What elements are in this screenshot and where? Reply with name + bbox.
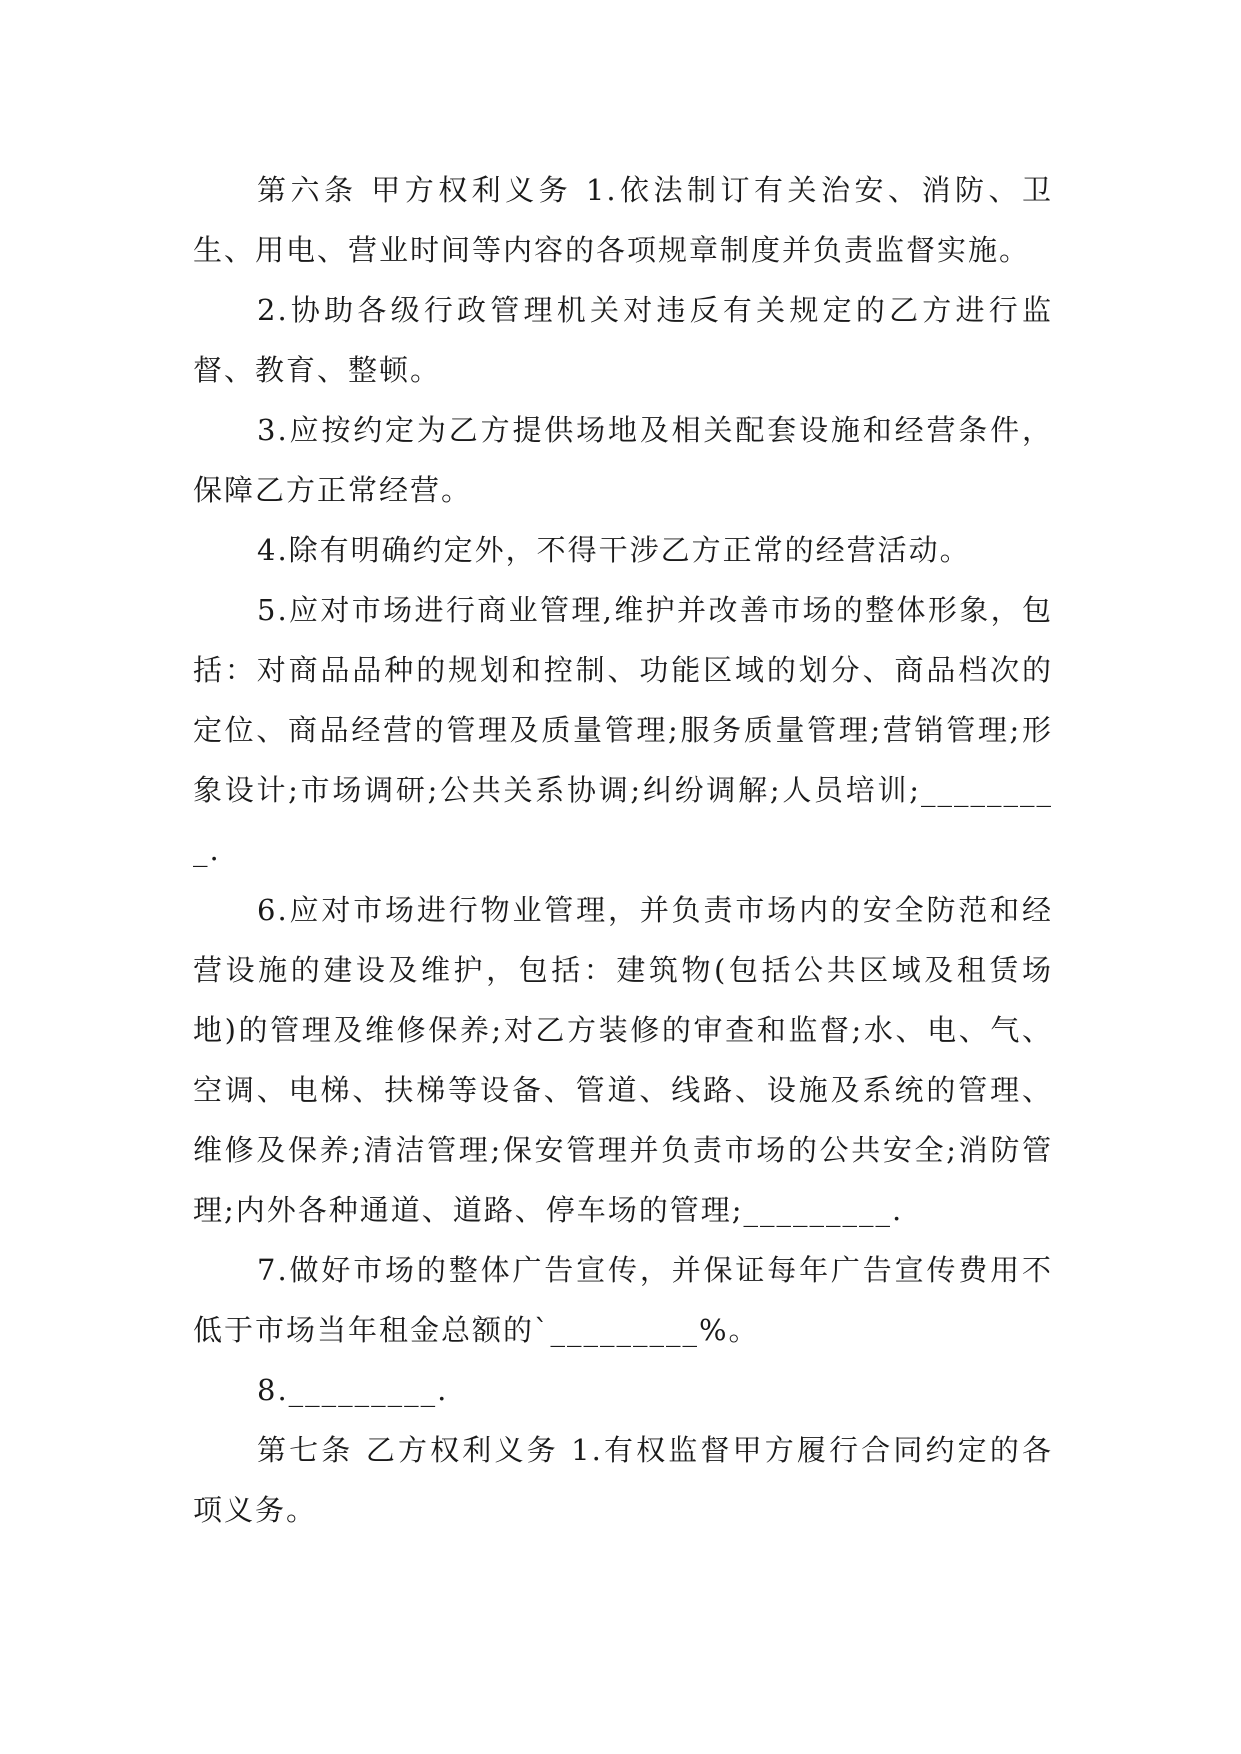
paragraph-article-7: 第七条 乙方权利义务 1.有权监督甲方履行合同约定的各项义务。 [193,1433,1053,1527]
paragraph-article-6: 第六条 甲方权利义务 1.依法制订有关治安、消防、卫生、用电、营业时间等内容的各项规章制度并负责监督实施。 [193,173,1053,267]
paragraph-item-8: 8._________. [257,1373,449,1407]
paragraph-item-4: 4.除有明确约定外，不得干涉乙方正常的经营活动。 [257,533,971,567]
paragraph-item-2: 2.协助各级行政管理机关对违反有关规定的乙方进行监督、教育、整顿。 [193,293,1053,387]
paragraph-item-7: 7.做好市场的整体广告宣传，并保证每年广告宣传费用不低于市场当年租金总额的`_________%。 [193,1253,1053,1347]
paragraph-item-3: 3.应按约定为乙方提供场地及相关配套设施和经营条件，保障乙方正常经营。 [193,413,1053,507]
paragraph-item-5: 5.应对市场进行商业管理,维护并改善市场的整体形象，包括：对商品品种的规划和控制、功能区域的划分、商品档次的定位、商品经营的管理及质量管理;服务质量管理;营销管理;形象设计;市场调研;公共关系协调;纠纷调解;人员培训;_________. [193,593,1053,867]
paragraph-item-6: 6.应对市场进行物业管理，并负责市场内的安全防范和经营设施的建设及维护，包括：建筑物(包括公共区域及租赁场地)的管理及维修保养;对乙方装修的审查和监督;水、电、气、空调、电梯、扶梯等设备、管道、线路、设施及系统的管理、维修及保养;清洁管理;保安管理并负责市场的公共安全;消防管理;内外各种通道、道路、停车场的管理;_________. [193,893,1053,1227]
document-body [193,160,1053,1540]
